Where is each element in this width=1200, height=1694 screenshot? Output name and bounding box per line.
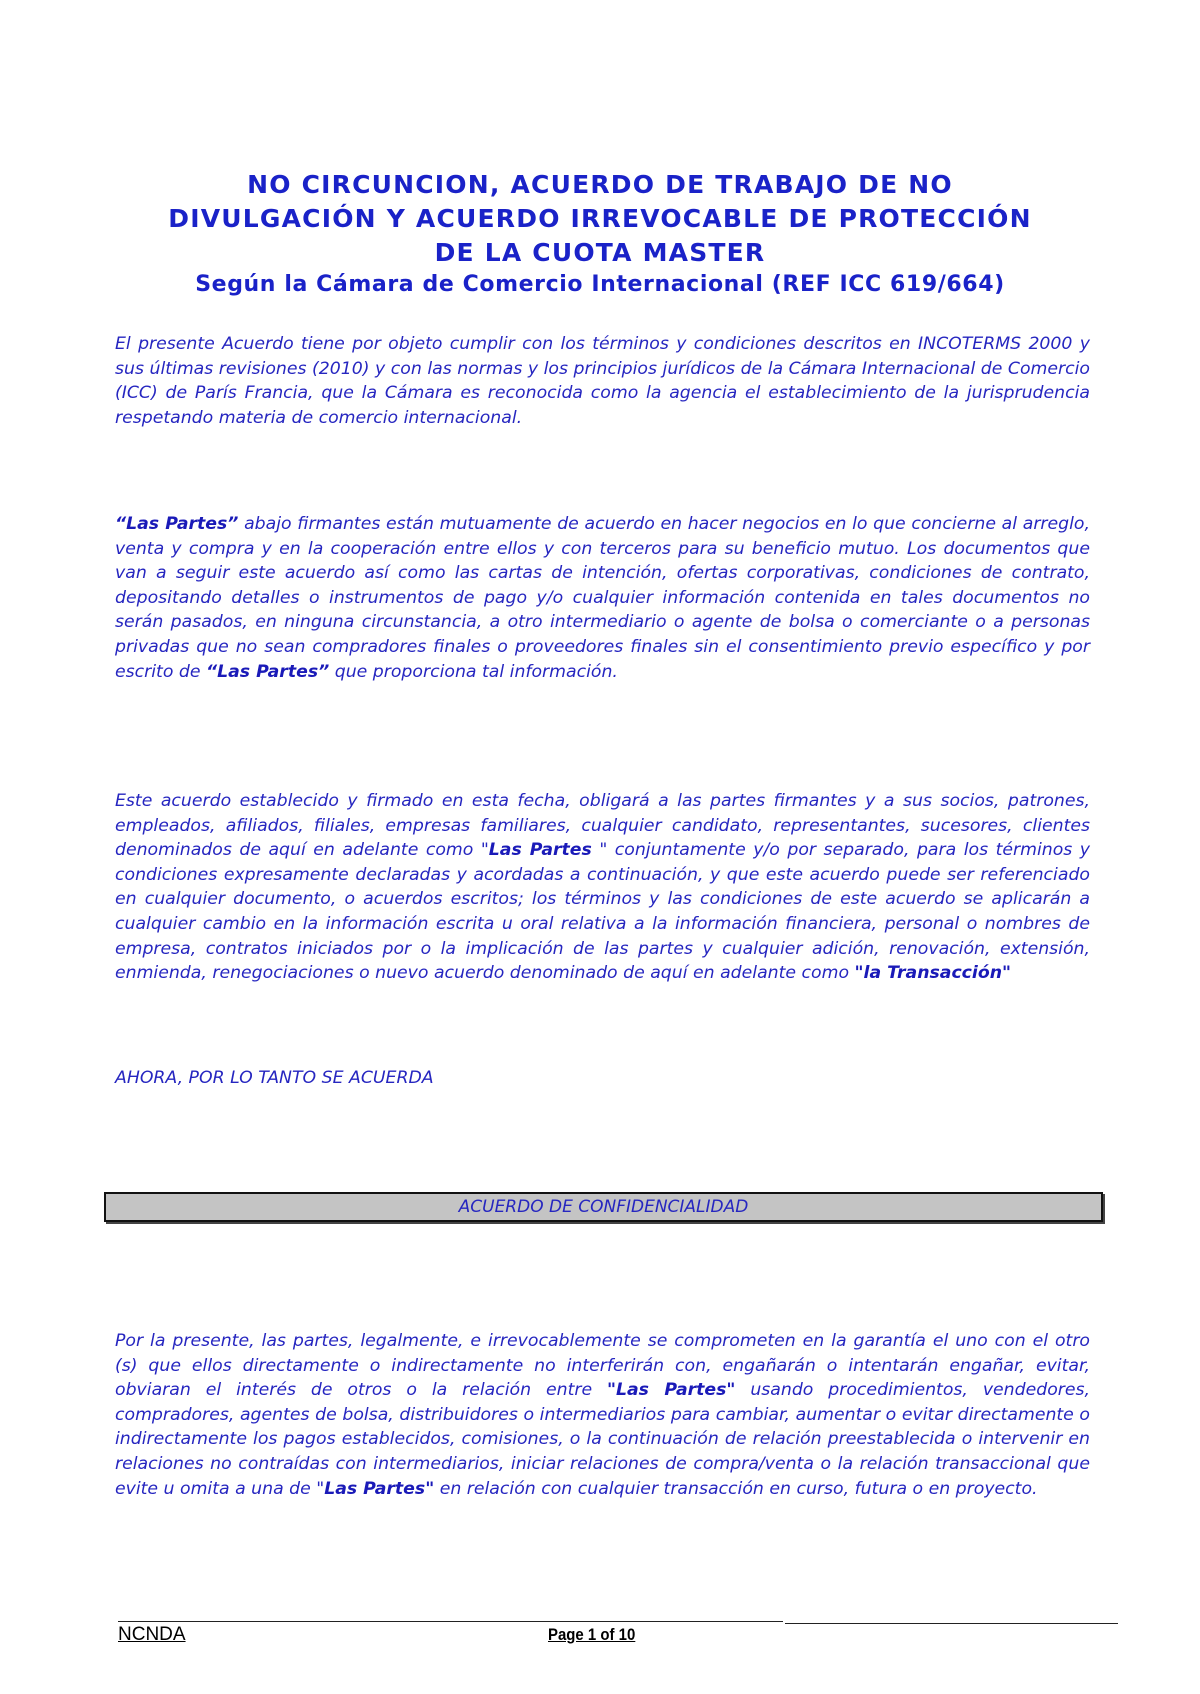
paragraph-text: " conjuntamente y/o por separado, para los términos y condiciones expresamente declaradas y acordadas a continuación, y que este acuerdo puede ser referenciado en cualquier documento, o acuerdos escritos; los términos y las condiciones de este acuerdo se aplicarán a cualquier cambio en la información escrita u oral relativa a la información financiera, personal o nombres de empresa, contratos iniciados por o la implicación de las partes y cualquier adición, renovación, extensión, enmienda, renegociaciones o nuevo acuerdo denominado de aquí en adelante como: [115, 840, 1091, 984]
paragraph-agreement: [115, 789, 1090, 986]
footer-divider: [118, 1621, 783, 1622]
paragraph-text: abajo firmantes están mutuamente de acuerdo en hacer negocios en lo que concierne al arreglo, venta y compra y en la cooperación entre ellos y con terceros para su beneficio mutuo. Los documentos que van a seguir este acuerdo así como las cartas de intención, ofertas corporativas, condiciones de contrato, depositando detalles o instrumentos de pago y/o cualquier información contenida en tales documentos no serán pasados, en ninguna circunstancia, a otro intermediario o agente de bolsa o comerciante o a personas privadas que no sean compradores finales o proveedores finales sin el consentimiento previo específico y por escrito de: [115, 514, 1090, 682]
parties-term: Las Partes: [488, 840, 592, 861]
title-line-1: NO CIRCUNCION, ACUERDO DE TRABAJO DE NO: [247, 170, 953, 199]
footer-doc-code: NCNDA: [118, 1624, 186, 1645]
paragraph-text: en relación con cualquier transacción en curso, futura o en proyecto.: [434, 1478, 1038, 1499]
paragraph-parties: [115, 512, 1090, 684]
paragraph-text: Este acuerdo establecido y firmado en esta fecha, obligará a las partes firmantes y a sus socios, patrones, empleados, afiliados, filiales, empresas familiares, cualquier candidato, representantes, sucesores, clientes denominados de aquí en adelante como ": [115, 791, 1090, 861]
paragraph-text: Por la presente, las partes, legalmente, e irrevocablemente se comprometen en la garantía el uno con el otro (s) que ellos directamente o indirectamente no interferirán con, engañarán o intentarán engañar, evitar, obviaran el interés de otros o la relación entre: [115, 1331, 1090, 1401]
document-subtitle: Según la Cámara de Comercio Internacional (REF ICC 619/664): [195, 272, 1005, 297]
paragraph-commitment: [115, 1329, 1090, 1501]
paragraph-intro: El presente Acuerdo tiene por objeto cumplir con los términos y condiciones descritos en INCOTERMS 2000 y sus últimas revisiones (2010) y con las normas y los principios jurídicos de la Cámara Internacional de Comercio (ICC) de París Francia, que la Cámara es reconocida como la agencia el establecimiento de la jurisprudencia respetando materia de comercio internacional.: [115, 334, 1090, 428]
parties-term: Las Partes": [324, 1478, 435, 1499]
transaction-term: "la Transacción": [854, 963, 1012, 984]
section-heading-confidentiality: ACUERDO DE CONFIDENCIALIDAD: [104, 1192, 1103, 1222]
paragraph-text: que proporciona tal información.: [329, 661, 618, 682]
parties-term: “Las Partes”: [115, 514, 239, 534]
title-line-2: DIVULGACIÓN Y ACUERDO IRREVOCABLE DE PROTECCIÓN: [168, 204, 1032, 233]
paragraph-text: usando procedimientos, vendedores, compradores, agentes de bolsa, distribuidores o intermediarios para cambiar, aumentar o evitar directamente o indirectamente los pagos establecidos, comisiones, o la continuación de relación preestablecida o intervenir en relaciones no contraídas con intermediarios, iniciar relaciones de compra/venta o la relación transaccional que evite u omita a una de ": [115, 1380, 1091, 1499]
parties-term: “Las Partes”: [205, 661, 330, 682]
paragraph-therefore: AHORA, POR LO TANTO SE ACUERDA: [115, 1068, 434, 1088]
footer-divider: [785, 1623, 1118, 1624]
footer-page-number: Page 1 of 10: [548, 1625, 636, 1644]
document-title: [100, 168, 1100, 300]
title-line-3: DE LA CUOTA MASTER: [434, 238, 766, 267]
parties-term: "Las Partes": [607, 1380, 736, 1401]
